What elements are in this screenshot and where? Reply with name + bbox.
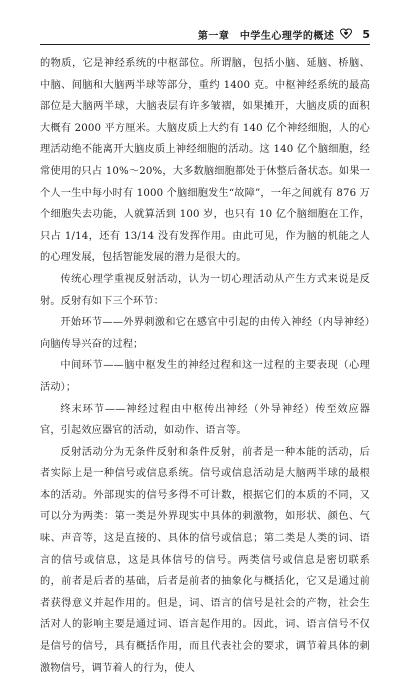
paragraph-6: 反射活动分为无条件反射和条件反射，前者是一种本能的活动，后者实际上是一种信号或信息系统。信号或信息活动是大脑两半球的最根本的活动。外部现实的信号多得不可计数，根据它们的本质的不同，又可以分为两类：第一类是外界现实中具体的刺激物，如形状、颜色、气味、声音等，这是直接的、具体的信号或信息；第二类是人类的词、语言的信号或信息，这是具体信号的信号。两类信号或信息是密切联系的，前者是后者的基础，后者是前者的抽象化与概括化，它又是通过前者获得意义并起作用的。但是，词、语言的信号是社会的产物，社会生活对人的影响主要是通过词、语言起作用的。因此，词、语言信号不仅是信号的信号，具有概括作用，而且代表社会的要求，调节着具体的刺激物信号，调节着人的行为，使人 (40, 446, 370, 674)
page-number: 5 (362, 27, 370, 41)
paragraph-3: 开始环节——外界刺激和它在感官中引起的由传入神经（内导神经）向脑传导兴奋的过程； (40, 317, 370, 350)
paragraph-4: 中间环节——脑中枢发生的神经过程和这一过程的主要表现（心理活动）； (40, 360, 370, 393)
body-text (40, 53, 370, 679)
page-header (40, 24, 370, 45)
heart-icon (340, 28, 352, 40)
paragraph-2: 传统心理学重视反射活动，认为一切心理活动从产生方式来说是反射。反射有如下三个环节： (40, 273, 370, 307)
paragraph-5: 终末环节——神经过程由中枢传出神经（外导神经）传至效应器官，引起效应器官的活动，如动作、语言等。 (40, 403, 370, 437)
paragraph-1: 的物质，它是神经系统的中枢部位。所谓脑，包括小脑、延脑、桥脑、中脑、间脑和大脑两半球等部分，重约 1400 克。中枢神经系统的最高部位是大脑两半球，大脑表层有许多皱褶，如果摊开，大脑皮质的面积大概有 2000 平方厘米。大脑皮质上大约有 140 亿个神经细胞，人的心理活动绝不能离开大脑皮质上神经细胞的活动。这 140 亿个脑细胞，经常使用的只占 10%～20%，大多数脑细胞都处于休整后备状态。如果一个人一生中每小时有 1000 个脑细胞发生“故障”，一年之间就有 876 万个细胞失去功能，人就算活到 100 岁，也只有 10 亿个脑细胞在工作，只占 1/14，还有 13/14 没有发挥作用。由此可见，作为脑的机能之人的心理发展，包括智能发展的潜力是很大的。 (40, 58, 370, 264)
chapter-title: 第一章 中学生心理学的概述 (197, 30, 335, 42)
